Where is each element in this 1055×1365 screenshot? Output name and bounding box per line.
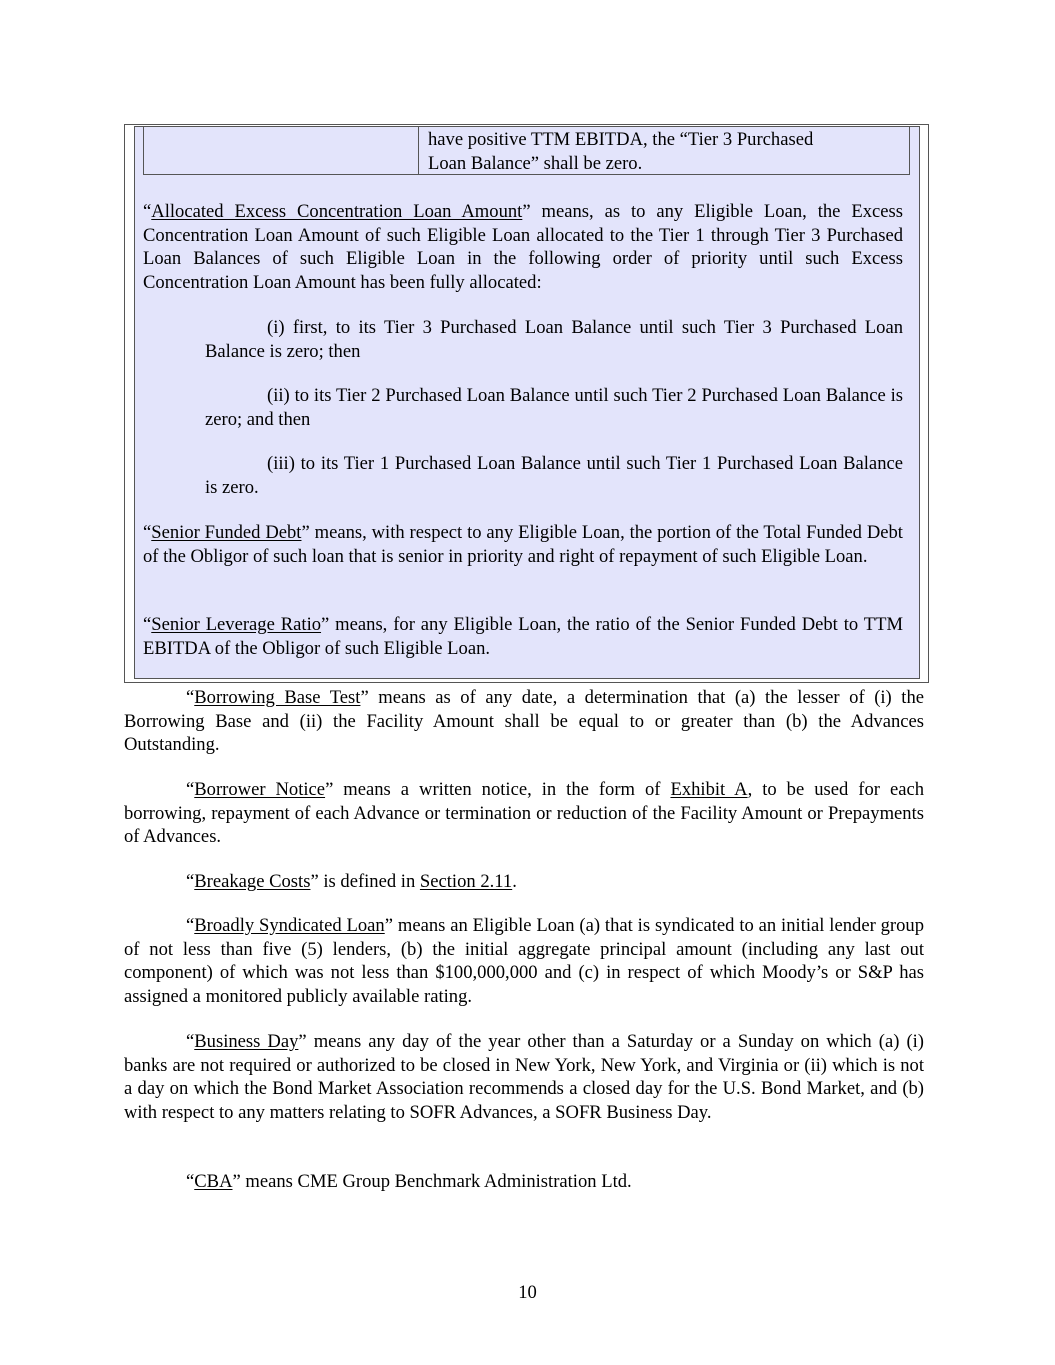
definition-senior-funded-debt: “Senior Funded Debt” means, with respect to any Eligible Loan, the portion of the Total Funded Debt of the Obligor of such loan that is senior in priority and right of repayment of such Eligible Loan. xyxy=(143,522,903,567)
defined-term: Breakage Costs xyxy=(194,871,311,892)
defined-term: CBA xyxy=(194,1171,233,1192)
table-cell-line-2: Loan Balance” shall be zero. xyxy=(428,152,643,174)
definition-business-day: “Business Day” means any day of the year other than a Saturday or a Sunday on which (a) (i) banks are not required or authorized to be closed in New York, New York, and Virginia or (ii) which is not a day on which the Bond Market Association recommends a closed day for the U.S. Bond Market, and (b) with respect to any matters relating to SOFR Advances, a SOFR Business Day. xyxy=(124,1031,924,1123)
definition-allocated-excess-concentration-loan-amount: “Allocated Excess Concentration Loan Amount” means, as to any Eligible Loan, the Excess Concentration Loan Amount of such Eligible Loan allocated to the Tier 1 through Tier 3 Purchased Loan Balances of such Eligible Loan in the following order of priority until such Excess Concentration Loan Amount has been fully allocated: xyxy=(143,201,903,293)
allocation-item-3: (iii) to its Tier 1 Purchased Loan Balance until such Tier 1 Purchased Loan Balance is zero. xyxy=(205,453,903,498)
table-divider xyxy=(418,127,419,174)
cross-reference: Exhibit A xyxy=(670,779,748,800)
cross-reference: Section 2.11 xyxy=(419,871,513,892)
defined-term: Borrower Notice xyxy=(194,779,326,800)
definition-broadly-syndicated-loan: “Broadly Syndicated Loan” means an Eligible Loan (a) that is syndicated to an initial lender group of not less than five (5) lenders, (b) the initial aggregate principal amount (including any last out component) of which was not less than $100,000,000 and (c) in respect of which Moody’s or S&P has assigned a monitored publicly available rating. xyxy=(124,915,925,1007)
defined-term: Broadly Syndicated Loan xyxy=(194,915,385,936)
defined-term: Business Day xyxy=(194,1031,299,1052)
table-fragment xyxy=(143,126,910,175)
defined-term: Senior Funded Debt xyxy=(151,522,302,543)
definition-borrowing-base-test: “Borrowing Base Test” means as of any date, a determination that (a) the lesser of (i) the Borrowing Base and (ii) the Facility Amount shall be equal to or greater than (b) the Advances Outstanding. xyxy=(124,687,924,756)
table-cell-line-1: have positive TTM EBITDA, the “Tier 3 Purchased xyxy=(428,129,814,150)
page-number: 10 xyxy=(518,1282,537,1303)
defined-term: Allocated Excess Concentration Loan Amount xyxy=(151,201,523,222)
definition-senior-leverage-ratio: “Senior Leverage Ratio” means, for any Eligible Loan, the ratio of the Senior Funded Debt to TTM EBITDA of the Obligor of such Eligible Loan. xyxy=(143,614,903,659)
allocation-item-1: (i) first, to its Tier 3 Purchased Loan Balance until such Tier 3 Purchased Loan Balance is zero; then xyxy=(205,317,903,362)
allocation-item-2: (ii) to its Tier 2 Purchased Loan Balance until such Tier 2 Purchased Loan Balance is zero; and then xyxy=(205,385,903,430)
defined-term: Senior Leverage Ratio xyxy=(151,614,322,635)
defined-term: Borrowing Base Test xyxy=(194,687,361,708)
definition-cba: “CBA” means CME Group Benchmark Administration Ltd. xyxy=(186,1171,632,1192)
definition-borrower-notice: “Borrower Notice” means a written notice, in the form of Exhibit A, to be used for each borrowing, repayment of each Advance or termination or reduction of the Facility Amount or Prepayments of Advances. xyxy=(124,779,924,848)
definition-breakage-costs: “Breakage Costs” is defined in Section 2.11. xyxy=(186,871,517,892)
table-cell xyxy=(428,128,898,175)
